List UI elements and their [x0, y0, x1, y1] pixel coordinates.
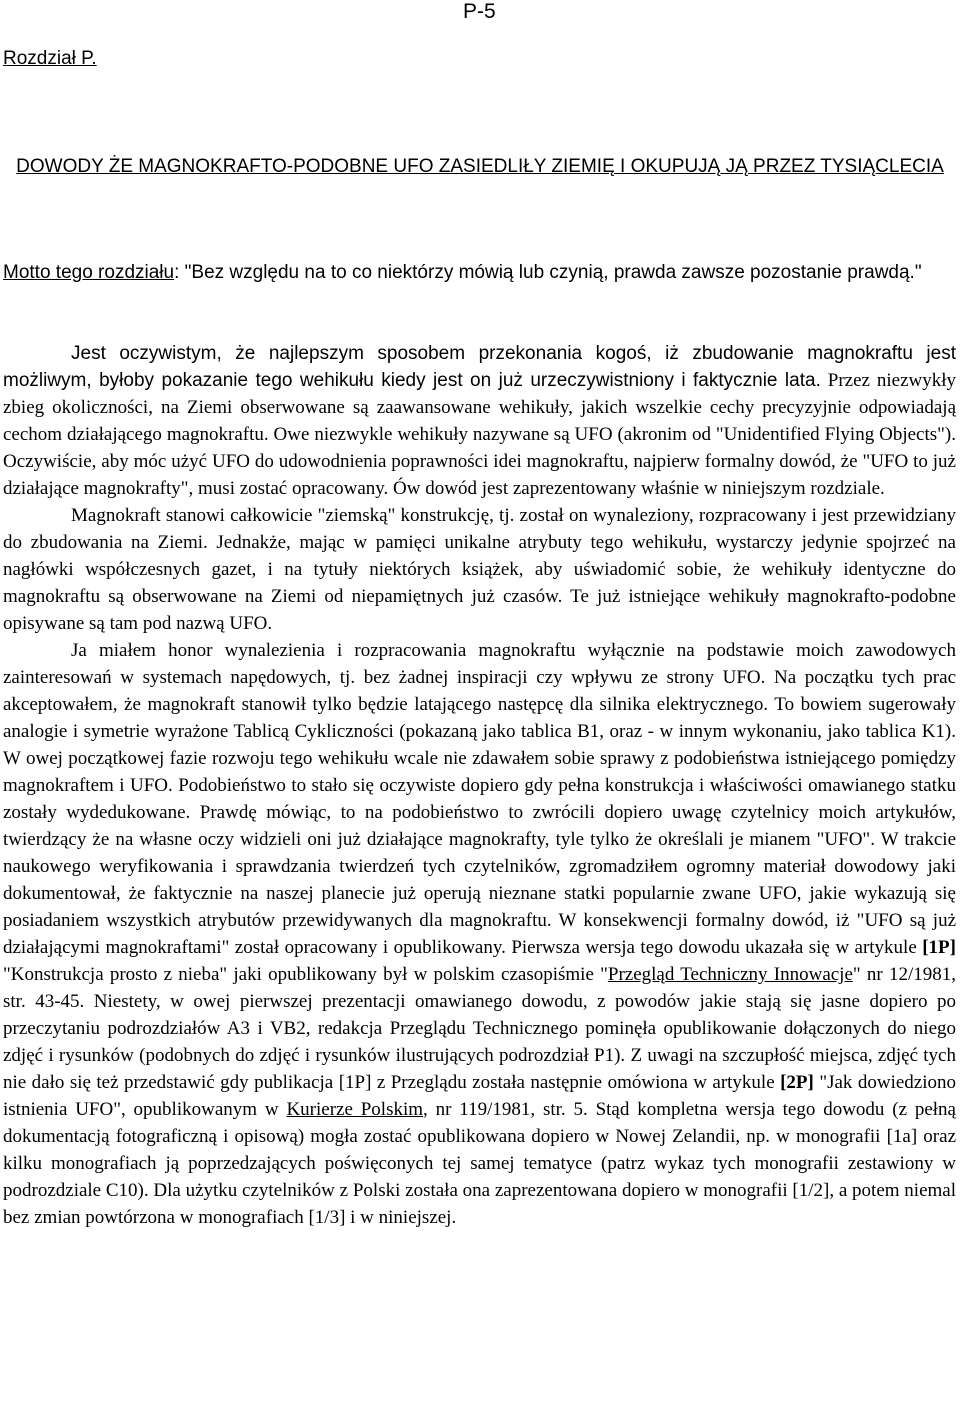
paragraph-3-h: " nr 12/1981, str. 43-45. Niestety, w owej pierwszej prezentacji omawianego dowodu, z powodów jakie stają się jasne dopiero po przeczytaniu podrozdziałów A3 i VB2, redakcja Przeglądu Technicznego pominęła opublikowanie dołączonych do niego zdjęć i rysunków (podobnych do zdjęć i rysunków ilustrujących podrozdział P1). Z uwagi na szczupłość miejsca, zdjęć tych nie dało się też przedstawić gdy publikacja [1P] z Przeglądu została następnie omówiona w artykule: [3, 964, 956, 1093]
journal-kurier-polski: Kurierze Polskim: [286, 1099, 424, 1120]
paragraph-3: [3, 637, 956, 1231]
reference-2p: [2P]: [780, 1072, 814, 1093]
paragraph-1-sans: Jest oczywistym, że najlepszym sposobem przekonania kogoś, iż zbudowanie magnokraftu jest możliwym, byłoby pokazanie tego wehikułu kiedy jest on już urzeczywistniony i faktycznie lata.: [3, 343, 956, 391]
paragraph-3-g: "Konstrukcja prosto z nieba" jaki opublikowany był w polskim czasopiśmie ": [3, 964, 608, 985]
paragraph-3-i: "Jak dowiedziono istnienia UFO", opublikowanym w: [3, 1072, 957, 1120]
page-number: P-5: [463, 0, 496, 23]
journal-przeglad-techniczny: Przegląd Techniczny Innowacje: [607, 964, 853, 985]
chapter-label: Rozdział P.: [3, 48, 97, 69]
chapter-title: DOWODY ŻE MAGNOKRAFTO-PODOBNE UFO ZASIEDLIŁY ZIEMIĘ I OKUPUJĄ JĄ PRZEZ TYSIĄCLECIA: [16, 156, 944, 177]
paragraph-2: [3, 502, 956, 637]
paragraph-3-f: W konsekwencji formalny dowód, iż "UFO są już działającymi magnokraftami" został opracowany i opublikowany. Pierwsza wersja tego dowodu ukazała się w artykule: [3, 910, 956, 958]
paragraph-3-d: Prawdę mówiąc, to na podobieństwo to zwrócili dopiero uwagę czytelnicy moich artykułów, twierdzący że na własne oczy widzieli oni już działające magnokrafty, tyle tylko że określali je mianem "UFO".: [3, 802, 957, 850]
paragraph-3-e: W trakcie naukowego weryfikowania i sprawdzania twierdzeń tych czytelników, zgromadziłem ogromny materiał dowodowy jaki dokumentował, że faktycznie na naszej planecie już operują nieznane statki popularnie zwane UFO, jakie wykazują się posiadaniem wszystkich atrybutów przewidywanych dla magnokraftu.: [3, 829, 957, 931]
paragraph-3-b: To bowiem sugerowały analogie i symetrie wyrażone Tablicą Cykliczności (pokazaną jako tablica B1, oraz - w innym wykonaniu, jako tablica K1).: [3, 694, 956, 742]
body-text: [3, 340, 956, 1231]
paragraph-2-b: Jednakże, mając w pamięci unikalne atrybuty tego wehikułu, wystarczy jedynie spojrzeć na nagłówki współczesnych gazet, i na tytuły niektórych książek, aby uświadomić sobie, że wehikuły identyczne do magnokraftu są obserwowane na Ziemi od niepamiętnych już czasów. Te już istniejące wehikuły magnokrafto-podobne opisywane są tam pod nazwą UFO.: [3, 532, 956, 634]
motto-label: Motto tego rozdziału: [3, 262, 175, 283]
paragraph-1-serif: Przez niezwykły zbieg okoliczności, na Ziemi obserwowane są zaawansowane wehikuły, jakich wszelkie cechy precyzyjnie odpowiadają cechom działającego magnokraftu. Owe niezwykle wehikuły nazywane są UFO (akronim od "Unidentified Flying Objects"). Oczywiście, aby móc użyć UFO do udowodnienia poprawności idei magnokraftu, najpierw formalny dowód, że "UFO to już działające magnokrafty", musi zostać opracowany. Ów dowód jest zaprezentowany właśnie w niniejszym rozdziale.: [3, 370, 957, 499]
reference-1p: [1P]: [922, 937, 956, 958]
motto: [3, 259, 956, 286]
paragraph-3-j: , nr 119/1981, str. 5. Stąd kompletna wersja tego dowodu (z pełną dokumentacją fotograficzną i opisową) mogła zostać opublikowana dopiero w Nowej Zelandii, np. w monografii [1a] oraz kilku monografiach ją poprzedzających poświęconych tej samej tematyce (patrz wykaz tych monografii zestawiony w podrozdziale C10). Dla użytku czytelników z Polski została ona zaprezentowana dopiero w monografii [1/2], a potem niemal bez zmian powtórzona w monografiach [1/3] i w niniejszej.: [3, 1099, 956, 1228]
paragraph-2-a: Magnokraft stanowi całkowicie "ziemską" konstrukcję, tj. został on wynaleziony, rozpracowany i jest przewidziany do zbudowania na Ziemi.: [3, 505, 956, 553]
paragraph-1: [3, 340, 956, 502]
motto-text: : "Bez względu na to co niektórzy mówią lub czynią, prawda zawsze pozostanie prawdą.": [174, 262, 922, 283]
paragraph-3-a: Ja miałem honor wynalezienia i rozpracowania magnokraftu wyłącznie na podstawie moich zawodowych zainteresowań w systemach napędowych, tj. bez żadnej inspiracji czy wpływu ze strony UFO. Na początku tych prac akceptowałem, że magnokraft stanowił tylko będzie latającego następcę dla silnika elektrycznego.: [3, 640, 956, 715]
paragraph-3-c: W owej początkowej fazie rozwoju tego wehikułu wcale nie zdawałem sobie sprawy z podobieństwa istniejącego pomiędzy magnokraftem i UFO. Podobieństwo to stało się oczywiste dopiero gdy pełna konstrukcja i właściwości omawianego statku zostały wydedukowane.: [3, 748, 956, 823]
